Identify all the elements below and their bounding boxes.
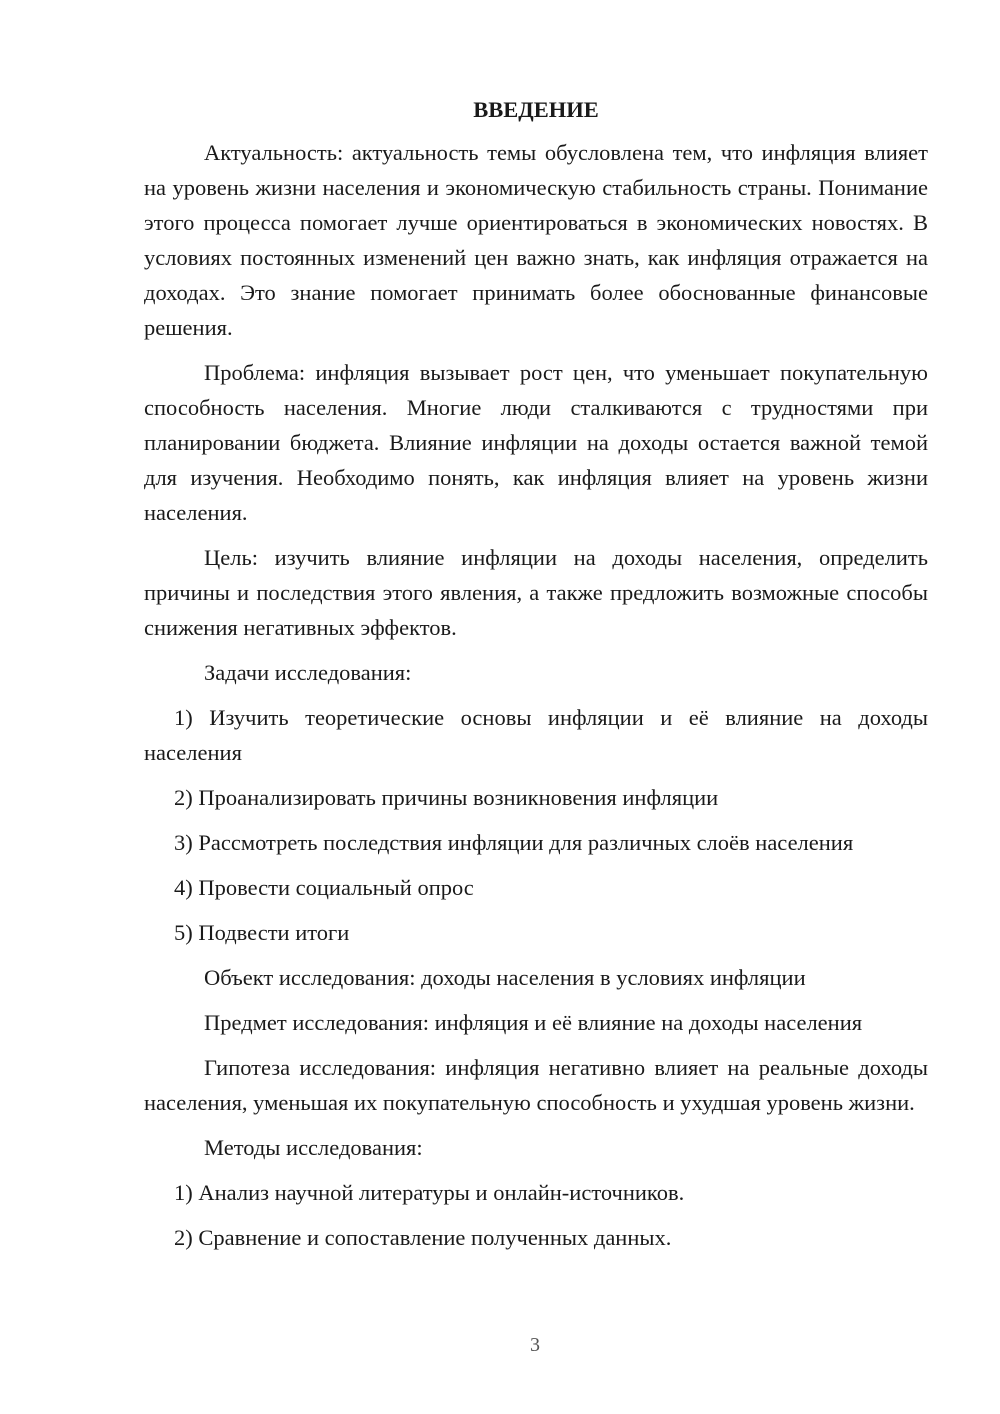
page-title: ВВЕДЕНИЕ [473,97,599,122]
list-item: 2) Сравнение и сопоставление полученных данных. [174,1225,672,1250]
subject-paragraph: Предмет исследования: инфляция и её влияние на доходы населения [204,1010,863,1035]
list-item: 4) Провести социальный опрос [174,875,474,900]
page-number: 3 [530,1334,540,1356]
goal-paragraph: Цель: изучить влияние инфляции на доходы населения, определить причины и последствия этого явления, а также предложить возможные способы снижения негативных эффектов. [144,545,928,640]
hypothesis-paragraph: Гипотеза исследования: инфляция негативно влияет на реальные доходы населения, уменьшая их покупательную способность и ухудшая уровень жизни. [144,1055,928,1115]
list-item: 2) Проанализировать причины возникновения инфляции [174,785,719,810]
tasks-list [144,700,928,950]
object-paragraph: Объект исследования: доходы населения в условиях инфляции [204,965,806,990]
list-item: 1) Анализ научной литературы и онлайн-источников. [174,1180,685,1205]
list-item: 3) Рассмотреть последствия инфляции для различных слоёв населения [174,830,854,855]
methods-list [144,1175,928,1255]
problem-paragraph: Проблема: инфляция вызывает рост цен, что уменьшает покупательную способность населения. Многие люди сталкиваются с трудностями при планировании бюджета. Влияние инфляции на доходы остается важной темой для изучения. Необходимо понять, как инфляция влияет на уровень жизни населения. [144,360,928,525]
tasks-heading: Задачи исследования: [204,660,412,685]
list-item: 1) Изучить теоретические основы инфляции и её влияние на доходы населения [144,705,928,765]
methods-heading: Методы исследования: [204,1135,423,1160]
list-item: 5) Подвести итоги [174,920,350,945]
relevance-paragraph: Актуальность: актуальность темы обусловлена тем, что инфляция влияет на уровень жизни населения и экономическую стабильность страны. Понимание этого процесса помогает лучше ориентироваться в экономических новостях. В условиях постоянных изменений цен важно знать, как инфляция отражается на доходах. Это знание помогает принимать более обоснованные финансовые решения. [144,140,928,340]
document-page [144,92,928,1265]
